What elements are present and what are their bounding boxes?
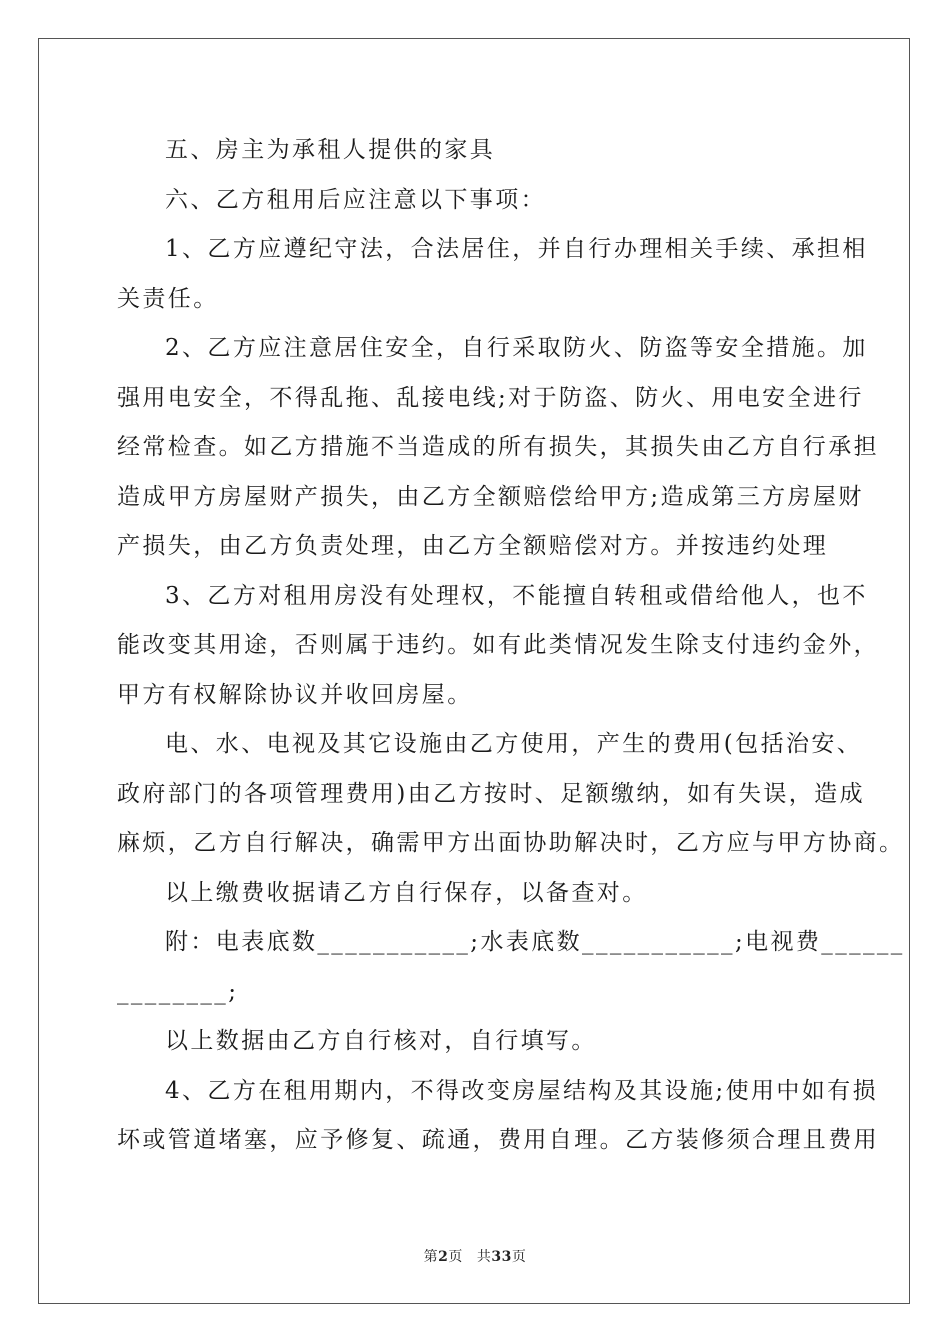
paragraph-line: 能改变其用途，否则属于违约。如有此类情况发生除支付违约金外， bbox=[117, 632, 879, 658]
page-suffix: 页 bbox=[448, 1249, 463, 1265]
page-prefix: 第 bbox=[423, 1249, 439, 1265]
paragraph-line: 六、乙方租用后应注意以下事项： bbox=[165, 186, 546, 213]
total-prefix: 共 bbox=[476, 1249, 492, 1265]
meter-readings-line: ________; bbox=[117, 978, 239, 1005]
paragraph-line: 麻烦，乙方自行解决，确需甲方出面协助解决时，乙方应与甲方协商。 bbox=[117, 830, 905, 856]
paragraph-line: 以上缴费收据请乙方自行保存，以备查对。 bbox=[165, 879, 648, 906]
total-suffix: 页 bbox=[511, 1249, 527, 1265]
paragraph-line: 经常检查。如乙方措施不当造成的所有损失，其损失由乙方自行承担 bbox=[117, 434, 879, 460]
paragraph-line: 甲方有权解除协议并收回房屋。 bbox=[117, 681, 473, 708]
paragraph-line: 政府部门的各项管理费用)由乙方按时、足额缴纳，如有失误，造成 bbox=[117, 780, 865, 807]
paragraph-line: 产损失，由乙方负责处理，由乙方全额赔偿对方。并按违约处理 bbox=[117, 533, 829, 559]
paragraph-line: 4、乙方在租用期内，不得改变房屋结构及其设施;使用中如有损 bbox=[165, 1077, 878, 1104]
meter-readings-line: 附：电表底数___________;水表底数___________;电视费______ bbox=[165, 929, 905, 955]
paragraph-line: 五、房主为承租人提供的家具 bbox=[165, 137, 496, 163]
paragraph-line: 2、乙方应注意居住安全，自行采取防火、防盗等安全措施。加 bbox=[165, 335, 868, 361]
page-number: 2 bbox=[438, 1249, 449, 1265]
page-footer bbox=[0, 1246, 950, 1266]
paragraph-line: 造成甲方房屋财产损失，由乙方全额赔偿给甲方;造成第三方房屋财 bbox=[117, 483, 864, 510]
paragraph-line: 坏或管道堵塞，应予修复、疏通，费用自理。乙方装修须合理且费用 bbox=[117, 1127, 879, 1153]
paragraph-line: 以上数据由乙方自行核对，自行填写。 bbox=[165, 1028, 597, 1054]
paragraph-line: 关责任。 bbox=[117, 285, 219, 312]
paragraph-line: 电、水、电视及其它设施由乙方使用，产生的费用(包括治安、 bbox=[165, 731, 863, 757]
paragraph-line: 3、乙方对租用房没有处理权，不能擅自转租或借给他人，也不 bbox=[165, 582, 868, 609]
document-body bbox=[117, 126, 905, 1166]
paragraph-line: 强用电安全，不得乱拖、乱接电线;对于防盗、防火、用电安全进行 bbox=[117, 384, 864, 411]
total-pages: 33 bbox=[491, 1249, 512, 1265]
paragraph-line: 1、乙方应遵纪守法，合法居住，并自行办理相关手续、承担相 bbox=[165, 236, 868, 262]
